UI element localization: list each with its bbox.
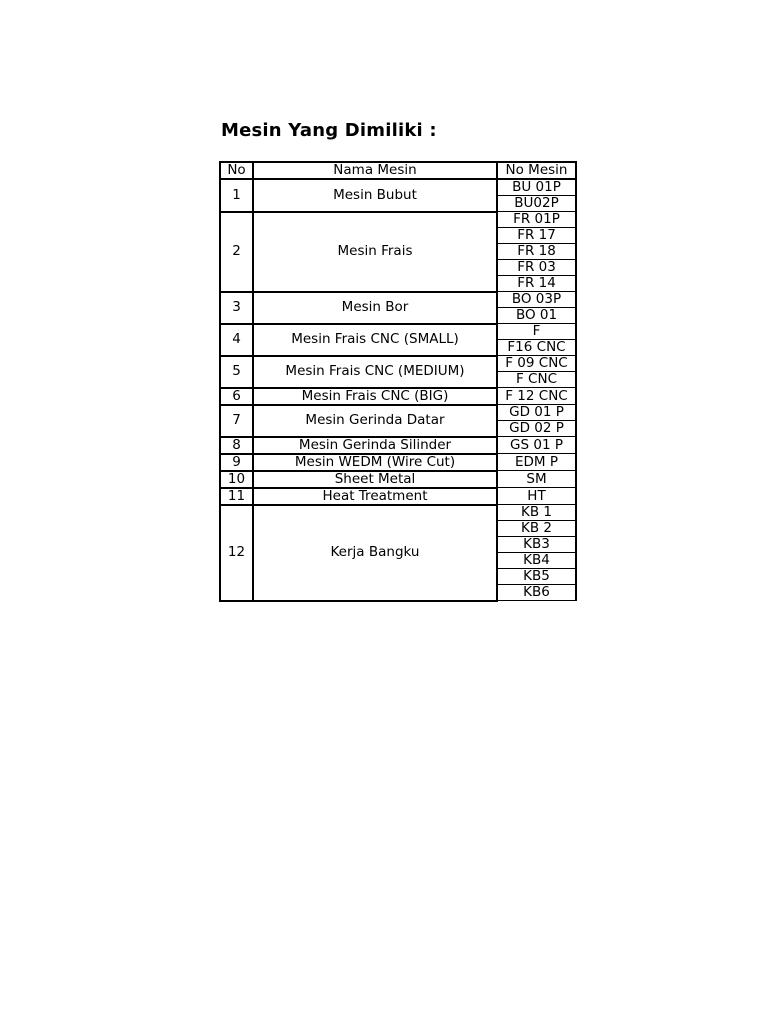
machine-number-cell: BO 01 <box>497 308 576 324</box>
machine-name-cell: Mesin Gerinda Datar <box>253 405 497 437</box>
machine-number-cell: KB 2 <box>497 521 576 537</box>
header-no: No <box>220 162 253 179</box>
table-row <box>220 488 576 505</box>
table-row <box>220 212 576 228</box>
table-row <box>220 437 576 454</box>
page-title: Mesin Yang Dimiliki : <box>221 120 437 141</box>
row-number-cell: 3 <box>220 292 253 324</box>
row-number-cell: 1 <box>220 179 253 212</box>
row-number-cell: 7 <box>220 405 253 437</box>
machine-table <box>219 161 577 602</box>
table-row <box>220 388 576 405</box>
machine-number-cell: KB6 <box>497 585 576 601</box>
machine-number-cell: BU02P <box>497 196 576 212</box>
machine-name-cell: Mesin Gerinda Silinder <box>253 437 497 454</box>
table-row <box>220 471 576 488</box>
table-row <box>220 356 576 372</box>
machine-number-cell: HT <box>497 488 576 505</box>
table-row <box>220 324 576 340</box>
machine-number-cell: KB5 <box>497 569 576 585</box>
machine-number-cell: KB 1 <box>497 505 576 521</box>
machine-name-cell: Mesin Frais CNC (BIG) <box>253 388 497 405</box>
machine-number-cell: FR 14 <box>497 276 576 292</box>
row-number-cell: 12 <box>220 505 253 601</box>
machine-number-cell: BU 01P <box>497 179 576 196</box>
machine-number-cell: FR 03 <box>497 260 576 276</box>
table-header <box>220 162 576 179</box>
table-row <box>220 179 576 196</box>
row-number-cell: 6 <box>220 388 253 405</box>
row-number-cell: 4 <box>220 324 253 356</box>
machine-number-cell: KB4 <box>497 553 576 569</box>
machine-name-cell: Mesin Frais CNC (SMALL) <box>253 324 497 356</box>
table-row <box>220 454 576 471</box>
machine-number-cell: F 09 CNC <box>497 356 576 372</box>
machine-number-cell: F CNC <box>497 372 576 388</box>
machine-number-cell: F16 CNC <box>497 340 576 356</box>
row-number-cell: 2 <box>220 212 253 292</box>
machine-name-cell: Sheet Metal <box>253 471 497 488</box>
row-number-cell: 8 <box>220 437 253 454</box>
machine-name-cell: Heat Treatment <box>253 488 497 505</box>
machine-name-cell: Mesin Frais <box>253 212 497 292</box>
machine-number-cell: F 12 CNC <box>497 388 576 405</box>
machine-number-cell: FR 01P <box>497 212 576 228</box>
machine-name-cell: Mesin WEDM (Wire Cut) <box>253 454 497 471</box>
header-row <box>220 162 576 179</box>
machine-number-cell: EDM P <box>497 454 576 471</box>
table-body <box>220 179 576 601</box>
machine-number-cell: FR 17 <box>497 228 576 244</box>
machine-name-cell: Mesin Frais CNC (MEDIUM) <box>253 356 497 388</box>
row-number-cell: 9 <box>220 454 253 471</box>
machine-number-cell: BO 03P <box>497 292 576 308</box>
machine-number-cell: GD 02 P <box>497 421 576 437</box>
row-number-cell: 11 <box>220 488 253 505</box>
row-number-cell: 10 <box>220 471 253 488</box>
row-number-cell: 5 <box>220 356 253 388</box>
machine-name-cell: Mesin Bubut <box>253 179 497 212</box>
machine-name-cell: Kerja Bangku <box>253 505 497 601</box>
header-machine-name: Nama Mesin <box>253 162 497 179</box>
machine-number-cell: GD 01 P <box>497 405 576 421</box>
machine-number-cell: SM <box>497 471 576 488</box>
machine-number-cell: F <box>497 324 576 340</box>
header-machine-number: No Mesin <box>497 162 576 179</box>
machine-name-cell: Mesin Bor <box>253 292 497 324</box>
table-row <box>220 292 576 308</box>
machine-number-cell: KB3 <box>497 537 576 553</box>
machine-number-cell: FR 18 <box>497 244 576 260</box>
table-row <box>220 505 576 521</box>
table-row <box>220 405 576 421</box>
machine-number-cell: GS 01 P <box>497 437 576 454</box>
